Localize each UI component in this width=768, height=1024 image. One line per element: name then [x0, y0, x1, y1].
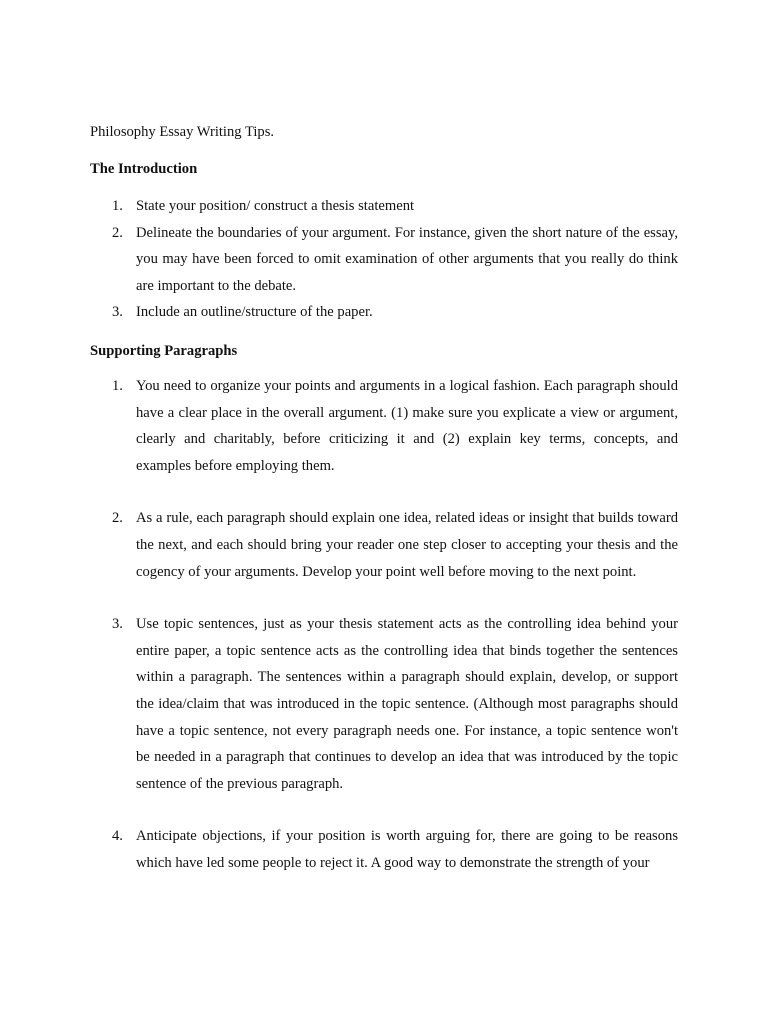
list-item-text: Delineate the boundaries of your argument. For instance, given the short nature of the essay, you may have been forced to omit examination of other arguments that you really do think are important to the debate.	[136, 224, 678, 294]
list-item-text: You need to organize your points and arguments in a logical fashion. Each paragraph should have a clear place in the overall argument. (1) make sure you explicate a view or argument, clearly and charitably, before criticizing it and (2) explain key terms, concepts, and examples before employing them.	[136, 378, 678, 474]
list-item-number: 3.	[112, 304, 123, 321]
list-item-number: 2.	[112, 510, 123, 527]
list-item-text: Include an outline/structure of the paper.	[136, 304, 373, 321]
supporting-paragraphs-list	[0, 373, 768, 877]
list-item-number: 4.	[112, 828, 123, 845]
section-heading-supporting-paragraphs: Supporting Paragraphs	[90, 343, 238, 359]
list-item-number: 1.	[112, 378, 123, 394]
list-item-number: 1.	[112, 198, 123, 214]
list-item	[0, 373, 768, 479]
list-item	[0, 823, 768, 876]
list-item	[0, 611, 768, 797]
introduction-list	[0, 193, 768, 326]
list-item	[0, 193, 768, 220]
list-item-number: 3.	[112, 616, 123, 633]
document-title: Philosophy Essay Writing Tips.	[90, 124, 275, 140]
list-item-text: Anticipate objections, if your position is worth arguing for, there are going to be reasons which have led some people to reject it. A good way to demonstrate the strength of your	[136, 828, 678, 871]
list-item	[0, 220, 768, 300]
list-item	[0, 299, 768, 326]
list-item-text: Use topic sentences, just as your thesis statement acts as the controlling idea behind your entire paper, a topic sentence acts as the controlling idea that binds together the sentences within a paragraph. The sentences within a paragraph should explain, develop, or support the idea/claim that was introduced in the topic sentence. (Although most paragraphs should have a topic sentence, not every paragraph needs one. For instance, a topic sentence won't be needed in a paragraph that continues to develop an idea that was introduced by the topic sentence of the previous paragraph.	[136, 616, 678, 792]
list-item	[0, 505, 768, 585]
section-heading-introduction: The Introduction	[90, 161, 198, 177]
list-item-text: As a rule, each paragraph should explain one idea, related ideas or insight that builds toward the next, and each should bring your reader one step closer to accepting your thesis and the cogency of your arguments. Develop your point well before moving to the next point.	[136, 510, 678, 580]
list-item-number: 2.	[112, 224, 123, 241]
list-item-text: State your position/ construct a thesis statement	[136, 198, 415, 214]
